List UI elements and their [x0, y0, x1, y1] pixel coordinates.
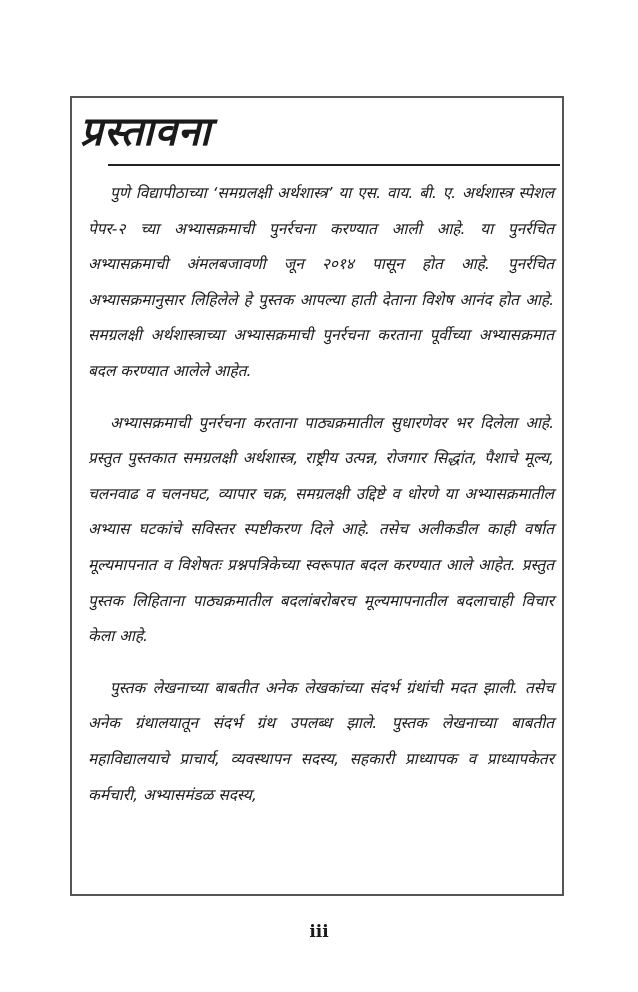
paragraph-2: अभ्यासक्रमाची पुनर्रचना करताना पाठ्यक्रमातील सुधारणेवर भर दिलेला आहे. प्रस्तुत पुस्तकात समग्रलक्षी अर्थशास्त्र, राष्ट्रीय उत्पन्न, रोजगार सिद्धांत, पैशाचे मूल्य, चलनवाढ व चलनघट, व्यापार चक्र, समग्रलक्षी उद्दिष्टे व धोरणे या अभ्यासक्रमातील अभ्यास घटकांचे सविस्तर स्पष्टीकरण दिले आहे. तसेच अलीकडील काही वर्षात मूल्यमापनात व विशेषतः प्रश्नपत्रिकेच्या स्वरूपात बदल करण्यात आले आहेत. प्रस्तुत पुस्तक लिहिताना पाठ्यक्रमातील बदलांबरोबरच मूल्यमापनातील बदलाचाही विचार केला आहे.: [88, 413, 554, 646]
page-title: प्रस्तावना: [80, 109, 212, 155]
title-underline: [108, 164, 560, 166]
page-frame: [70, 96, 564, 896]
paragraph-3: पुस्तक लेखनाच्या बाबतीत अनेक लेखकांच्या संदर्भ ग्रंथांची मदत झाली. तसेच अनेक ग्रंथालयातून संदर्भ ग्रंथ उपलब्ध झाले. पुस्तक लेखनाच्या बाबतीत महाविद्यालयाचे प्राचार्य, व्यवस्थापन सदस्य, सहकारी प्राध्यापक व प्राध्यापकेतर कर्मचारी, अभ्यासमंडळ सदस्य,: [88, 678, 554, 804]
paragraph-1: पुणे विद्यापीठाच्या ‘समग्रलक्षी अर्थशास्त्र’ या एस. वाय. बी. ए. अर्थशास्त्र स्पेशल पेपर-२ च्या अभ्यासक्रमाची पुनर्रचना करण्यात आली आहे. या पुनर्रचित अभ्यासक्रमाची अंमलबजावणी जून २०१४ पासून होत आहे. पुनर्रचित अभ्यासक्रमानुसार लिहिलेले हे पुस्तक आपल्या हाती देताना विशेष आनंद होत आहे. समग्रलक्षी अर्थशास्त्राच्या अभ्यासक्रमाची पुनर्रचना करताना पूर्वीच्या अभ्यासक्रमात बदल करण्यात आलेले आहेत.: [88, 184, 554, 380]
body-text: [88, 176, 554, 829]
page-number: iii: [309, 922, 329, 942]
